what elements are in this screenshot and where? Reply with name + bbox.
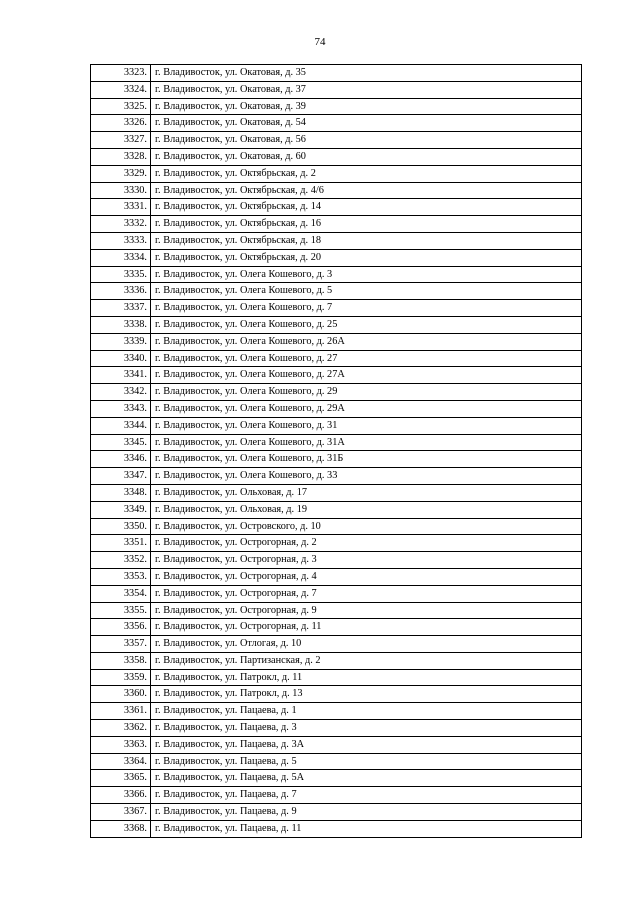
row-address: г. Владивосток, ул. Пацаева, д. 1 (151, 703, 582, 720)
row-number: 3337. (91, 300, 151, 317)
table-row (91, 484, 582, 501)
row-address: г. Владивосток, ул. Окатовая, д. 54 (151, 115, 582, 132)
table-row (91, 669, 582, 686)
row-number: 3332. (91, 216, 151, 233)
row-address: г. Владивосток, ул. Олега Кошевого, д. 3 (151, 266, 582, 283)
row-number: 3347. (91, 468, 151, 485)
table-row (91, 804, 582, 821)
row-number: 3360. (91, 686, 151, 703)
table-row (91, 703, 582, 720)
row-number: 3329. (91, 165, 151, 182)
row-number: 3356. (91, 619, 151, 636)
row-address: г. Владивосток, ул. Окатовая, д. 37 (151, 81, 582, 98)
row-number: 3334. (91, 249, 151, 266)
table-row (91, 552, 582, 569)
row-number: 3342. (91, 384, 151, 401)
row-number: 3349. (91, 501, 151, 518)
row-address: г. Владивосток, ул. Пацаева, д. 9 (151, 804, 582, 821)
table-row (91, 98, 582, 115)
row-number: 3365. (91, 770, 151, 787)
row-address: г. Владивосток, ул. Олега Кошевого, д. 31А (151, 434, 582, 451)
row-address: г. Владивосток, ул. Октябрьская, д. 16 (151, 216, 582, 233)
row-address: г. Владивосток, ул. Партизанская, д. 2 (151, 652, 582, 669)
row-number: 3363. (91, 736, 151, 753)
table-row (91, 115, 582, 132)
row-number: 3364. (91, 753, 151, 770)
address-table-body (91, 65, 582, 838)
row-address: г. Владивосток, ул. Олега Кошевого, д. 27А (151, 367, 582, 384)
table-row (91, 518, 582, 535)
row-number: 3324. (91, 81, 151, 98)
table-row (91, 602, 582, 619)
row-number: 3366. (91, 787, 151, 804)
row-address: г. Владивосток, ул. Октябрьская, д. 20 (151, 249, 582, 266)
row-address: г. Владивосток, ул. Окатовая, д. 39 (151, 98, 582, 115)
table-row (91, 787, 582, 804)
row-address: г. Владивосток, ул. Олега Кошевого, д. 31Б (151, 451, 582, 468)
row-address: г. Владивосток, ул. Пацаева, д. 3А (151, 736, 582, 753)
row-number: 3345. (91, 434, 151, 451)
table-row (91, 753, 582, 770)
row-number: 3358. (91, 652, 151, 669)
row-number: 3326. (91, 115, 151, 132)
row-number: 3348. (91, 484, 151, 501)
address-table (90, 64, 582, 838)
row-address: г. Владивосток, ул. Олега Кошевого, д. 5 (151, 283, 582, 300)
row-address: г. Владивосток, ул. Олега Кошевого, д. 25 (151, 316, 582, 333)
row-address: г. Владивосток, ул. Окатовая, д. 60 (151, 148, 582, 165)
row-address: г. Владивосток, ул. Пацаева, д. 11 (151, 820, 582, 837)
row-address: г. Владивосток, ул. Островского, д. 10 (151, 518, 582, 535)
row-address: г. Владивосток, ул. Пацаева, д. 3 (151, 720, 582, 737)
table-row (91, 333, 582, 350)
table-row (91, 619, 582, 636)
row-address: г. Владивосток, ул. Ольховая, д. 17 (151, 484, 582, 501)
row-address: г. Владивосток, ул. Олега Кошевого, д. 33 (151, 468, 582, 485)
row-number: 3346. (91, 451, 151, 468)
row-address: г. Владивосток, ул. Патрокл, д. 13 (151, 686, 582, 703)
row-number: 3333. (91, 232, 151, 249)
table-row (91, 501, 582, 518)
row-address: г. Владивосток, ул. Острогорная, д. 2 (151, 535, 582, 552)
table-row (91, 283, 582, 300)
table-row (91, 451, 582, 468)
row-number: 3327. (91, 132, 151, 149)
row-address: г. Владивосток, ул. Олега Кошевого, д. 31 (151, 417, 582, 434)
row-address: г. Владивосток, ул. Октябрьская, д. 18 (151, 232, 582, 249)
row-address: г. Владивосток, ул. Пацаева, д. 5А (151, 770, 582, 787)
row-number: 3338. (91, 316, 151, 333)
row-number: 3368. (91, 820, 151, 837)
table-row (91, 300, 582, 317)
table-row (91, 568, 582, 585)
table-row (91, 585, 582, 602)
table-row (91, 384, 582, 401)
row-number: 3336. (91, 283, 151, 300)
row-number: 3340. (91, 350, 151, 367)
page-number: 74 (314, 36, 326, 48)
row-number: 3341. (91, 367, 151, 384)
table-row (91, 266, 582, 283)
row-address: г. Владивосток, ул. Острогорная, д. 9 (151, 602, 582, 619)
row-address: г. Владивосток, ул. Окатовая, д. 56 (151, 132, 582, 149)
row-address: г. Владивосток, ул. Окатовая, д. 35 (151, 65, 582, 82)
table-row (91, 400, 582, 417)
row-number: 3355. (91, 602, 151, 619)
row-number: 3335. (91, 266, 151, 283)
row-address: г. Владивосток, ул. Олега Кошевого, д. 29А (151, 400, 582, 417)
table-row (91, 65, 582, 82)
row-number: 3357. (91, 636, 151, 653)
row-number: 3343. (91, 400, 151, 417)
table-row (91, 182, 582, 199)
row-address: г. Владивосток, ул. Пацаева, д. 7 (151, 787, 582, 804)
table-row (91, 720, 582, 737)
row-address: г. Владивосток, ул. Олега Кошевого, д. 29 (151, 384, 582, 401)
table-row (91, 232, 582, 249)
table-row (91, 316, 582, 333)
row-number: 3323. (91, 65, 151, 82)
table-row (91, 367, 582, 384)
row-address: г. Владивосток, ул. Патрокл, д. 11 (151, 669, 582, 686)
table-row (91, 770, 582, 787)
row-address: г. Владивосток, ул. Олега Кошевого, д. 27 (151, 350, 582, 367)
table-row (91, 81, 582, 98)
table-row (91, 686, 582, 703)
row-number: 3339. (91, 333, 151, 350)
row-address: г. Владивосток, ул. Отлогая, д. 10 (151, 636, 582, 653)
row-address: г. Владивосток, ул. Олега Кошевого, д. 26А (151, 333, 582, 350)
table-row (91, 199, 582, 216)
row-address: г. Владивосток, ул. Октябрьская, д. 14 (151, 199, 582, 216)
row-number: 3353. (91, 568, 151, 585)
row-address: г. Владивосток, ул. Ольховая, д. 19 (151, 501, 582, 518)
row-address: г. Владивосток, ул. Октябрьская, д. 2 (151, 165, 582, 182)
row-number: 3330. (91, 182, 151, 199)
row-address: г. Владивосток, ул. Острогорная, д. 11 (151, 619, 582, 636)
row-address: г. Владивосток, ул. Октябрьская, д. 4/6 (151, 182, 582, 199)
row-number: 3359. (91, 669, 151, 686)
row-address: г. Владивосток, ул. Олега Кошевого, д. 7 (151, 300, 582, 317)
table-row (91, 148, 582, 165)
row-number: 3362. (91, 720, 151, 737)
row-number: 3367. (91, 804, 151, 821)
row-number: 3361. (91, 703, 151, 720)
row-number: 3331. (91, 199, 151, 216)
table-row (91, 468, 582, 485)
row-number: 3354. (91, 585, 151, 602)
table-row (91, 736, 582, 753)
table-row (91, 350, 582, 367)
row-number: 3350. (91, 518, 151, 535)
table-row (91, 165, 582, 182)
table-row (91, 249, 582, 266)
row-number: 3328. (91, 148, 151, 165)
row-address: г. Владивосток, ул. Острогорная, д. 4 (151, 568, 582, 585)
row-address: г. Владивосток, ул. Острогорная, д. 3 (151, 552, 582, 569)
row-number: 3351. (91, 535, 151, 552)
table-row (91, 820, 582, 837)
table-row (91, 535, 582, 552)
table-row (91, 132, 582, 149)
table-row (91, 216, 582, 233)
row-address: г. Владивосток, ул. Пацаева, д. 5 (151, 753, 582, 770)
table-row (91, 636, 582, 653)
table-row (91, 417, 582, 434)
row-address: г. Владивосток, ул. Острогорная, д. 7 (151, 585, 582, 602)
row-number: 3344. (91, 417, 151, 434)
row-number: 3352. (91, 552, 151, 569)
row-number: 3325. (91, 98, 151, 115)
table-row (91, 434, 582, 451)
table-row (91, 652, 582, 669)
